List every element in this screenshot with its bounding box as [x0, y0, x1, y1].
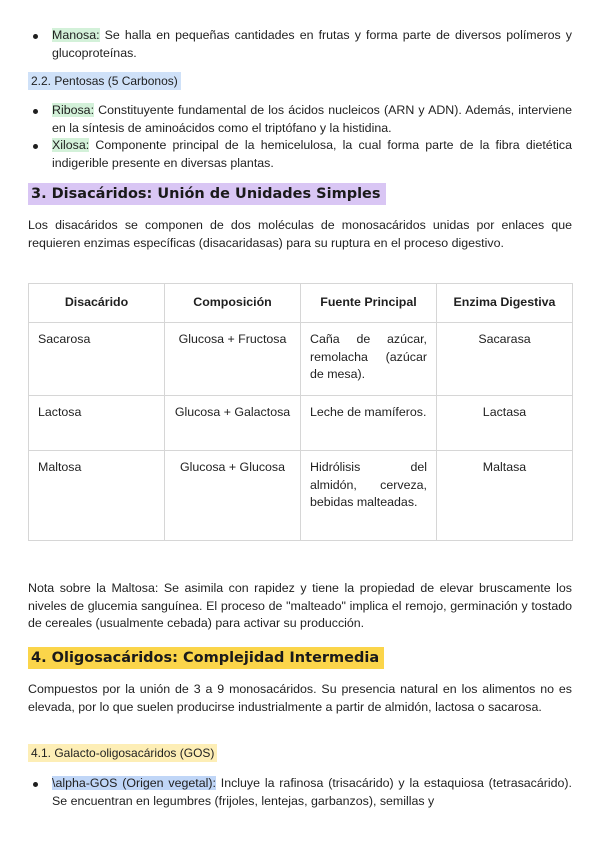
- section4-heading-wrap: [28, 647, 572, 669]
- term-highlight: Ribosa:: [52, 103, 95, 117]
- pentosas-list: [28, 102, 572, 172]
- table-cell: Lactasa: [437, 396, 573, 451]
- list-item: [28, 27, 572, 62]
- bullet-dot-icon: [33, 782, 38, 787]
- table-cell: Hidrólisis del almidón, cerveza, bebidas malteadas.: [301, 451, 437, 541]
- table-row: [29, 323, 573, 396]
- maltosa-note: Nota sobre la Maltosa: Se asimila con rapidez y tiene la propiedad de elevar bruscamente los niveles de glucemia sanguínea. El proceso de "malteado" implica el remojo, germinación y tostado de cereales (usualmente cebada) para activar su producción.: [28, 581, 572, 630]
- subheading-gos: 4.1. Galacto-oligosacáridos (GOS): [28, 744, 217, 762]
- subheading-gos-wrap: [28, 744, 572, 763]
- term-highlight: Manosa:: [52, 28, 100, 42]
- disacaridos-table: [28, 283, 573, 541]
- table-cell: Caña de azúcar, remolacha (azúcar de mesa).: [301, 323, 437, 396]
- item-text: Componente principal de la hemicelulosa, la cual forma parte de la fibra dietética indigerible presente en diversas plantas.: [52, 138, 572, 170]
- table-header-row: [29, 284, 573, 323]
- item-text: Incluye la rafinosa (trisacárido) y la estaquiosa (tetrasacárido). Se encuentran en legumbres (frijoles, lentejas, garbanzos), semillas y: [52, 776, 572, 808]
- bullet-dot-icon: [33, 144, 38, 149]
- gos-list: [28, 775, 572, 810]
- section3-heading: 3. Disacáridos: Unión de Unidades Simples: [28, 183, 386, 205]
- list-item: [28, 137, 572, 172]
- bullet-dot-icon: [33, 109, 38, 114]
- item-text: Se halla en pequeñas cantidades en frutas y forma parte de diversos polímeros y glucoproteínas.: [52, 28, 572, 60]
- table-cell: Maltasa: [437, 451, 573, 541]
- list-item: [28, 102, 572, 137]
- column-header: Disacárido: [29, 284, 165, 323]
- disacaridos-table-wrap: [28, 283, 572, 541]
- section3-heading-wrap: [28, 183, 572, 205]
- section4-heading: 4. Oligosacáridos: Complejidad Intermedia: [28, 647, 384, 669]
- subheading-pentosas: 2.2. Pentosas (5 Carbonos): [28, 72, 181, 90]
- table-cell: Maltosa: [29, 451, 165, 541]
- table-cell: Sacarosa: [29, 323, 165, 396]
- table-cell: Lactosa: [29, 396, 165, 451]
- bullet-dot-icon: [33, 34, 38, 39]
- list-item: [28, 775, 572, 810]
- section4-intro: Compuestos por la unión de 3 a 9 monosacáridos. Su presencia natural en los alimentos no es elevada, por lo que suelen producirse industrialmente a partir de almidón, lactosa o sacarosa.: [28, 682, 572, 714]
- table-row: [29, 396, 573, 451]
- table-cell: Sacarasa: [437, 323, 573, 396]
- intro-bullet-list: [28, 27, 572, 62]
- item-text: Constituyente fundamental de los ácidos nucleicos (ARN y ADN). Además, interviene en la síntesis de aminoácidos como el triptófano y la histidina.: [52, 103, 572, 135]
- column-header: Composición: [165, 284, 301, 323]
- table-cell: Glucosa + Fructosa: [165, 323, 301, 396]
- term-highlight: Xilosa:: [52, 138, 90, 152]
- term-highlight: \alpha-GOS (Origen vegetal):: [52, 776, 216, 790]
- column-header: Enzima Digestiva: [437, 284, 573, 323]
- subheading-pentosas-wrap: [28, 72, 572, 91]
- table-cell: Glucosa + Galactosa: [165, 396, 301, 451]
- table-cell: Leche de mamíferos.: [301, 396, 437, 451]
- column-header: Fuente Principal: [301, 284, 437, 323]
- table-cell: Glucosa + Glucosa: [165, 451, 301, 541]
- table-row: [29, 451, 573, 541]
- section3-intro: Los disacáridos se componen de dos moléculas de monosacáridos unidas por enlaces que requieren enzimas específicas (disacaridasas) para su ruptura en el proceso digestivo.: [28, 218, 572, 250]
